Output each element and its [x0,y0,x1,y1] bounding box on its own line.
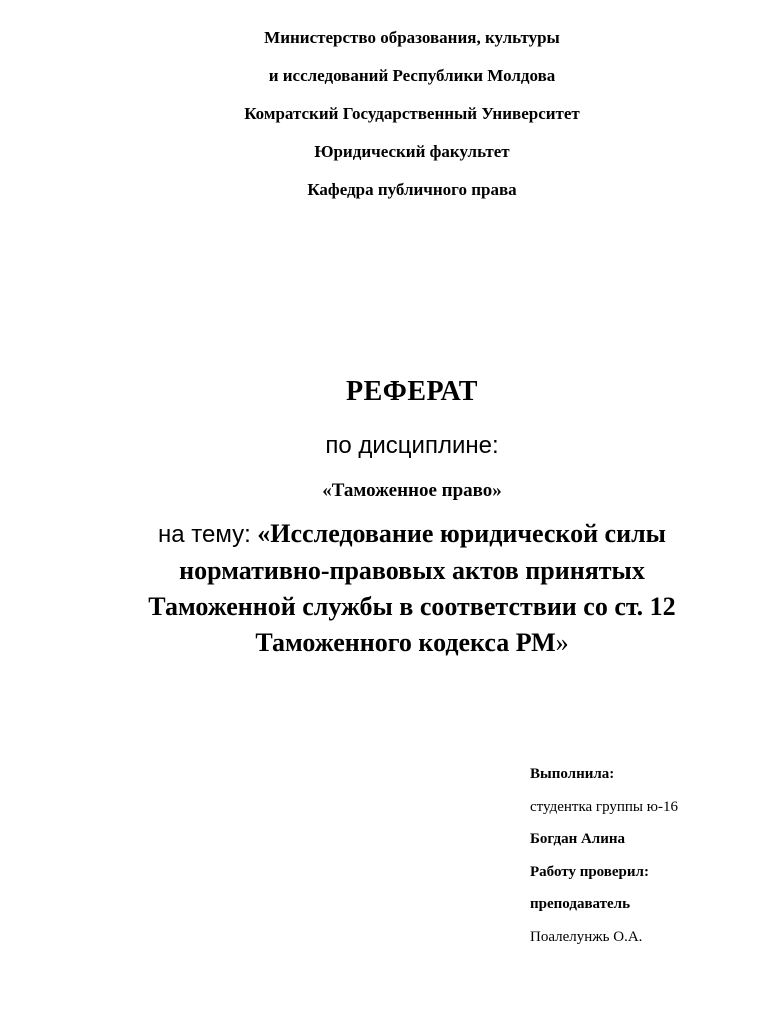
discipline-name: «Таможенное право» [322,480,502,501]
theme-line-1: «Исследование юридической силы [257,519,666,548]
checked-label: Работу проверил: [530,863,649,880]
theme-line-2: нормативно-правовых актов принятых [179,556,645,585]
signature-block [530,762,760,958]
theme-closing-quote: » [555,628,569,657]
discipline-label: по дисциплине: [325,432,499,459]
university-name: Комратский Государственный Университет [244,104,580,123]
theme-prefix: на тему: [158,521,251,548]
document-title: РЕФЕРАТ [346,376,478,407]
student-name: Богдан Алина [530,831,625,848]
faculty-name: Юридический факультет [314,142,510,161]
student-group: студентка группы ю-16 [530,798,678,815]
teacher-name: Поалелунжь О.А. [530,928,643,945]
performed-label: Выполнила: [530,766,615,782]
ministry-line-1: Министерство образования, культуры [264,28,560,47]
department-name: Кафедра публичного права [307,180,517,199]
institution-header [0,24,768,214]
theme-block [80,516,744,661]
teacher-title: преподаватель [530,896,631,913]
theme-line-4: Таможенного кодекса РМ [255,628,556,657]
ministry-line-2: и исследований Республики Молдова [268,66,556,85]
theme-line-3: Таможенной службы в соответствии со ст. 12 [148,592,676,621]
